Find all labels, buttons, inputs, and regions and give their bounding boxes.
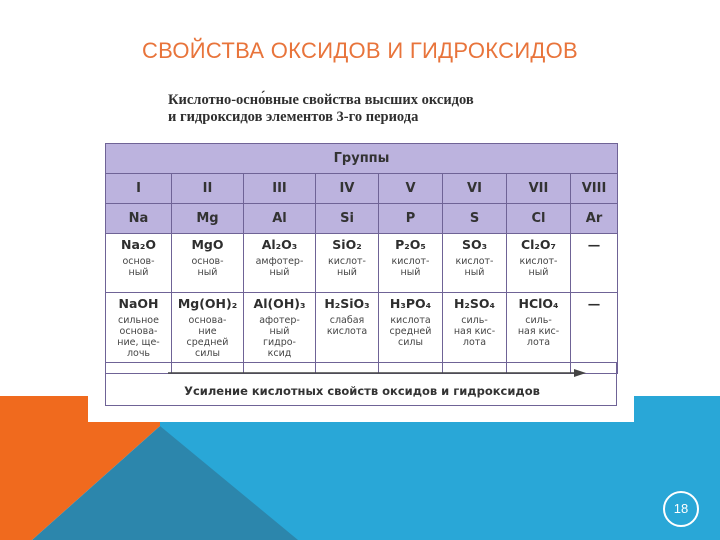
hydroxide-formula: NaOH bbox=[118, 296, 159, 311]
table-figure bbox=[88, 86, 634, 422]
element-symbol: Na bbox=[106, 204, 172, 234]
oxide-property: кислот- ный bbox=[519, 256, 558, 278]
oxide-property: основ- ный bbox=[122, 256, 155, 278]
oxide-cell bbox=[316, 234, 379, 293]
groups-header: Группы bbox=[106, 144, 618, 174]
oxide-formula: Cl₂O₇ bbox=[520, 237, 557, 252]
elements-row bbox=[106, 204, 618, 234]
oxide-property: кислот- ный bbox=[328, 256, 366, 278]
element-symbol: Si bbox=[316, 204, 379, 234]
hydroxide-formula: HClO₄ bbox=[518, 296, 559, 311]
group-numeral: IV bbox=[316, 174, 379, 204]
oxide-formula: MgO bbox=[191, 237, 224, 252]
acidity-trend-row bbox=[105, 362, 617, 406]
hydroxide-property: афотер- ный гидро- ксид bbox=[259, 315, 300, 359]
oxide-cell bbox=[507, 234, 571, 293]
element-symbol: S bbox=[443, 204, 507, 234]
oxide-cell bbox=[443, 234, 507, 293]
hydroxide-property: слабая кислота bbox=[326, 315, 368, 337]
group-numerals-row bbox=[106, 174, 618, 204]
oxide-property: кислот- ный bbox=[455, 256, 494, 278]
oxide-formula: Al₂O₃ bbox=[261, 237, 298, 252]
hydroxide-formula: Al(OH)₃ bbox=[253, 296, 306, 311]
hydroxide-property: основа- ние средней силы bbox=[186, 315, 229, 359]
oxide-cell bbox=[379, 234, 443, 293]
element-symbol: Mg bbox=[172, 204, 244, 234]
properties-table bbox=[105, 143, 618, 374]
hydroxide-property: силь- ная кис- лота bbox=[517, 315, 560, 348]
hydroxide-formula: H₂SO₄ bbox=[453, 296, 496, 311]
page-number: 18 bbox=[663, 491, 699, 527]
group-numeral: V bbox=[379, 174, 443, 204]
oxides-row bbox=[106, 234, 618, 293]
oxide-property: амфотер- ный bbox=[255, 256, 304, 278]
oxide-property: основ- ный bbox=[191, 256, 224, 278]
group-numeral: I bbox=[106, 174, 172, 204]
trend-arrow-icon bbox=[106, 363, 615, 383]
hydroxide-formula: — bbox=[587, 296, 601, 311]
groups-header-row bbox=[106, 144, 618, 174]
hydroxide-formula: Mg(OH)₂ bbox=[177, 296, 238, 311]
slide-title: СВОЙСТВА ОКСИДОВ И ГИДРОКСИДОВ bbox=[141, 38, 579, 63]
element-symbol: Ar bbox=[571, 204, 618, 234]
oxide-formula: Na₂O bbox=[121, 237, 156, 252]
element-symbol: P bbox=[379, 204, 443, 234]
group-numeral: VIII bbox=[571, 174, 618, 204]
group-numeral: VII bbox=[507, 174, 571, 204]
hydroxide-property: силь- ная кис- лота bbox=[453, 315, 496, 348]
hydroxide-property: сильное основа- ние, ще- лочь bbox=[117, 315, 160, 359]
oxide-property: кислот- ный bbox=[391, 256, 430, 278]
group-numeral: III bbox=[244, 174, 316, 204]
oxide-formula: SiO₂ bbox=[332, 237, 362, 252]
oxide-cell bbox=[571, 234, 618, 293]
table-caption bbox=[168, 92, 598, 126]
oxide-cell bbox=[106, 234, 172, 293]
caption-line-2: и гидроксидов элементов 3-го периода bbox=[168, 109, 419, 125]
trend-label: Усиление кислотных свойств оксидов и гидроксидов bbox=[184, 384, 540, 398]
group-numeral: II bbox=[172, 174, 244, 204]
oxide-cell bbox=[244, 234, 316, 293]
hydroxide-formula: H₃PO₄ bbox=[389, 296, 432, 311]
element-symbol: Al bbox=[244, 204, 316, 234]
hydroxide-property: кислота средней силы bbox=[389, 315, 432, 348]
caption-line-1: Кислотно-осно́вные свойства высших оксидов bbox=[168, 92, 474, 108]
oxide-formula: SO₃ bbox=[461, 237, 488, 252]
oxide-formula: — bbox=[587, 237, 601, 252]
element-symbol: Cl bbox=[507, 204, 571, 234]
oxide-formula: P₂O₅ bbox=[395, 237, 426, 252]
group-numeral: VI bbox=[443, 174, 507, 204]
oxide-cell bbox=[172, 234, 244, 293]
hydroxide-formula: H₂SiO₃ bbox=[324, 296, 370, 311]
